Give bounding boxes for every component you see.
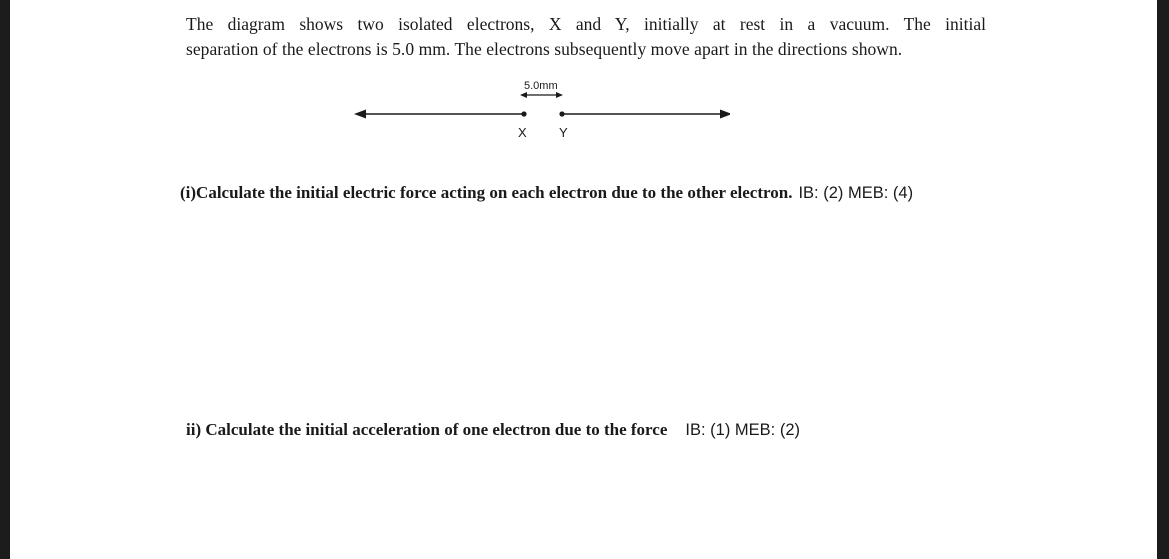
- part-ii-marks: IB: (1) MEB: (2): [685, 421, 800, 439]
- intro-line-1: The diagram shows two isolated electrons, X and Y, initially at rest in a vacuum. The initial: [186, 14, 986, 34]
- electron-y-dot: [559, 111, 564, 116]
- question-part-i: [180, 183, 913, 203]
- question-intro: [186, 12, 986, 62]
- electron-x-label: X: [518, 125, 527, 140]
- worksheet-page: [10, 0, 1157, 559]
- part-i-marks: IB: (2) MEB: (4): [798, 184, 914, 202]
- electron-diagram: [330, 74, 730, 146]
- part-i-text: (i)Calculate the initial electric force acting on each electron due to the other electron.: [180, 183, 793, 202]
- electron-x-dot: [521, 111, 526, 116]
- electron-x-motion-arrow: [354, 110, 524, 119]
- part-ii-text: ii) Calculate the initial acceleration of one electron due to the force: [186, 420, 668, 439]
- electron-y-label: Y: [559, 125, 568, 140]
- question-part-ii: [186, 420, 800, 440]
- intro-line-2: separation of the electrons is 5.0 mm. The electrons subsequently move apart in the directions shown.: [186, 39, 903, 59]
- separation-label: 5.0mm: [524, 80, 558, 92]
- electron-y-motion-arrow: [562, 110, 730, 119]
- separation-double-arrow: [520, 92, 563, 98]
